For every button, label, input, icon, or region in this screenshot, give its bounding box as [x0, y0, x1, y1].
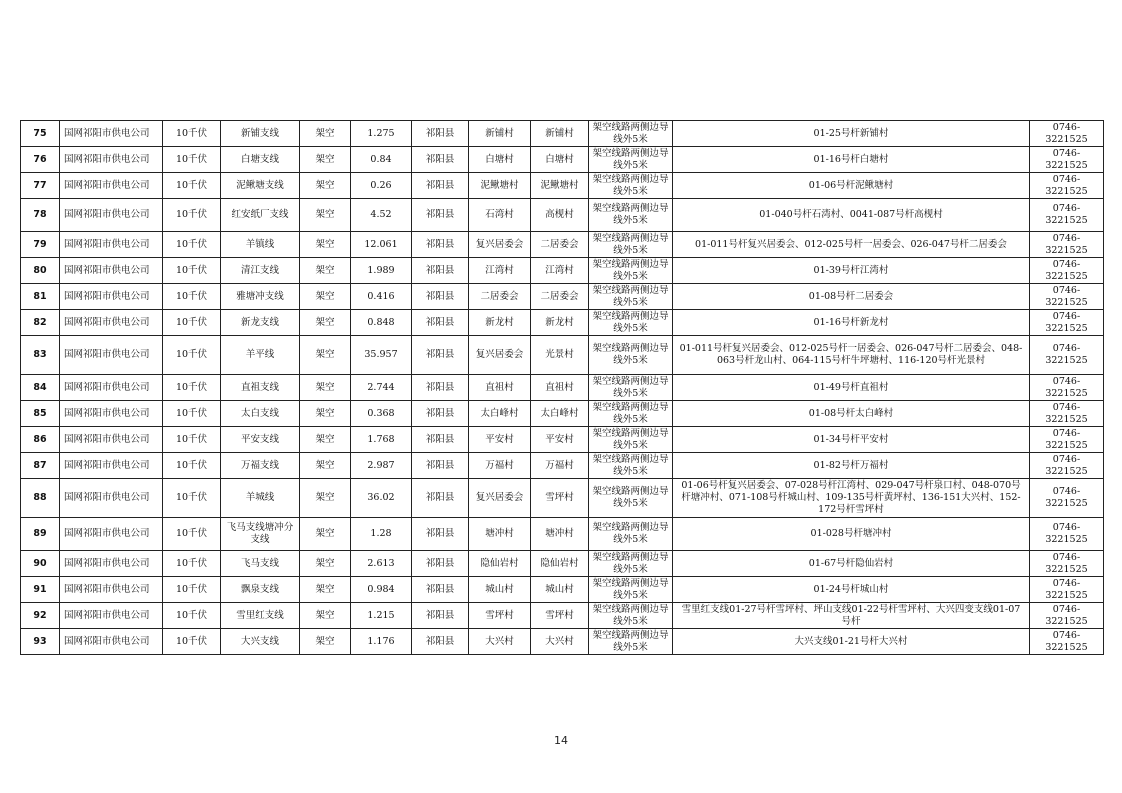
pole-range-cell: 雪里红支线01-27号杆雪坪村、坪山支线01-22号杆雪坪村、大兴四变支线01-07号杆: [673, 603, 1030, 629]
line-type-cell: 架空: [300, 551, 351, 577]
start-village-cell: 塘冲村: [469, 518, 531, 551]
phone-cell: 0746-3221525: [1030, 577, 1104, 603]
company-cell: 国网祁阳市供电公司: [60, 199, 163, 232]
pole-range-cell: 01-08号杆二居委会: [673, 284, 1030, 310]
company-cell: 国网祁阳市供电公司: [60, 551, 163, 577]
line-name-cell: 直祖支线: [221, 375, 300, 401]
start-village-cell: 复兴居委会: [469, 479, 531, 518]
line-name-cell: 白塘支线: [221, 147, 300, 173]
line-name-cell: 雪里红支线: [221, 603, 300, 629]
protection-zone-cell: 架空线路两侧边导线外5米: [589, 603, 673, 629]
length-cell: 0.416: [351, 284, 412, 310]
line-type-cell: 架空: [300, 258, 351, 284]
start-village-cell: 复兴居委会: [469, 336, 531, 375]
voltage-cell: 10千伏: [163, 427, 221, 453]
county-cell: 祁阳县: [412, 629, 469, 655]
length-cell: 2.744: [351, 375, 412, 401]
pole-range-cell: 大兴支线01-21号杆大兴村: [673, 629, 1030, 655]
voltage-cell: 10千伏: [163, 173, 221, 199]
line-name-cell: 平安支线: [221, 427, 300, 453]
end-village-cell: 平安村: [531, 427, 589, 453]
voltage-cell: 10千伏: [163, 147, 221, 173]
start-village-cell: 石湾村: [469, 199, 531, 232]
phone-cell: 0746-3221525: [1030, 518, 1104, 551]
company-cell: 国网祁阳市供电公司: [60, 577, 163, 603]
company-cell: 国网祁阳市供电公司: [60, 453, 163, 479]
phone-cell: 0746-3221525: [1030, 629, 1104, 655]
row-number: 86: [21, 427, 60, 453]
protection-zone-cell: 架空线路两侧边导线外5米: [589, 336, 673, 375]
county-cell: 祁阳县: [412, 284, 469, 310]
end-village-cell: 城山村: [531, 577, 589, 603]
table-row: [21, 427, 1104, 453]
company-cell: 国网祁阳市供电公司: [60, 375, 163, 401]
line-name-cell: 羊镇线: [221, 232, 300, 258]
row-number: 79: [21, 232, 60, 258]
end-village-cell: 新龙村: [531, 310, 589, 336]
length-cell: 1.989: [351, 258, 412, 284]
end-village-cell: 雪坪村: [531, 479, 589, 518]
pole-range-cell: 01-39号杆江湾村: [673, 258, 1030, 284]
table-row: [21, 336, 1104, 375]
line-type-cell: 架空: [300, 453, 351, 479]
length-cell: 0.848: [351, 310, 412, 336]
end-village-cell: 万福村: [531, 453, 589, 479]
start-village-cell: 万福村: [469, 453, 531, 479]
phone-cell: 0746-3221525: [1030, 147, 1104, 173]
length-cell: 4.52: [351, 199, 412, 232]
end-village-cell: 二居委会: [531, 284, 589, 310]
voltage-cell: 10千伏: [163, 232, 221, 258]
power-line-table: [20, 120, 1104, 655]
line-type-cell: 架空: [300, 375, 351, 401]
voltage-cell: 10千伏: [163, 375, 221, 401]
protection-zone-cell: 架空线路两侧边导线外5米: [589, 629, 673, 655]
table-row: [21, 479, 1104, 518]
row-number: 85: [21, 401, 60, 427]
line-name-cell: 飞马支线塘冲分支线: [221, 518, 300, 551]
end-village-cell: 雪坪村: [531, 603, 589, 629]
table-row: [21, 551, 1104, 577]
county-cell: 祁阳县: [412, 199, 469, 232]
length-cell: 0.984: [351, 577, 412, 603]
table-row: [21, 147, 1104, 173]
phone-cell: 0746-3221525: [1030, 173, 1104, 199]
start-village-cell: 城山村: [469, 577, 531, 603]
pole-range-cell: 01-16号杆新龙村: [673, 310, 1030, 336]
protection-zone-cell: 架空线路两侧边导线外5米: [589, 173, 673, 199]
length-cell: 1.215: [351, 603, 412, 629]
pole-range-cell: 01-040号杆石湾村、0041-087号杆高枧村: [673, 199, 1030, 232]
protection-zone-cell: 架空线路两侧边导线外5米: [589, 284, 673, 310]
end-village-cell: 塘冲村: [531, 518, 589, 551]
length-cell: 2.987: [351, 453, 412, 479]
start-village-cell: 雪坪村: [469, 603, 531, 629]
length-cell: 0.84: [351, 147, 412, 173]
length-cell: 2.613: [351, 551, 412, 577]
phone-cell: 0746-3221525: [1030, 427, 1104, 453]
company-cell: 国网祁阳市供电公司: [60, 284, 163, 310]
voltage-cell: 10千伏: [163, 603, 221, 629]
protection-zone-cell: 架空线路两侧边导线外5米: [589, 479, 673, 518]
table-body: [21, 121, 1104, 655]
pole-range-cell: 01-06号杆泥鳅塘村: [673, 173, 1030, 199]
length-cell: 0.26: [351, 173, 412, 199]
end-village-cell: 泥鳅塘村: [531, 173, 589, 199]
row-number: 76: [21, 147, 60, 173]
length-cell: 12.061: [351, 232, 412, 258]
end-village-cell: 二居委会: [531, 232, 589, 258]
protection-zone-cell: 架空线路两侧边导线外5米: [589, 401, 673, 427]
length-cell: 35.957: [351, 336, 412, 375]
phone-cell: 0746-3221525: [1030, 401, 1104, 427]
line-name-cell: 羊城线: [221, 479, 300, 518]
end-village-cell: 隐仙岩村: [531, 551, 589, 577]
county-cell: 祁阳县: [412, 551, 469, 577]
pole-range-cell: 01-08号杆太白峰村: [673, 401, 1030, 427]
line-name-cell: 新龙支线: [221, 310, 300, 336]
start-village-cell: 泥鳅塘村: [469, 173, 531, 199]
table-row: [21, 453, 1104, 479]
row-number: 93: [21, 629, 60, 655]
pole-range-cell: 01-67号杆隐仙岩村: [673, 551, 1030, 577]
pole-range-cell: 01-34号杆平安村: [673, 427, 1030, 453]
line-name-cell: 羊平线: [221, 336, 300, 375]
phone-cell: 0746-3221525: [1030, 284, 1104, 310]
line-type-cell: 架空: [300, 479, 351, 518]
protection-zone-cell: 架空线路两侧边导线外5米: [589, 258, 673, 284]
row-number: 78: [21, 199, 60, 232]
pole-range-cell: 01-49号杆直祖村: [673, 375, 1030, 401]
voltage-cell: 10千伏: [163, 284, 221, 310]
start-village-cell: 复兴居委会: [469, 232, 531, 258]
row-number: 75: [21, 121, 60, 147]
voltage-cell: 10千伏: [163, 453, 221, 479]
pole-range-cell: 01-011号杆复兴居委会、012-025号杆一居委会、026-047号杆二居委会: [673, 232, 1030, 258]
end-village-cell: 高枧村: [531, 199, 589, 232]
row-number: 92: [21, 603, 60, 629]
line-type-cell: 架空: [300, 518, 351, 551]
table-row: [21, 199, 1104, 232]
length-cell: 1.768: [351, 427, 412, 453]
table-row: [21, 375, 1104, 401]
end-village-cell: 新铺村: [531, 121, 589, 147]
county-cell: 祁阳县: [412, 336, 469, 375]
line-type-cell: 架空: [300, 232, 351, 258]
phone-cell: 0746-3221525: [1030, 375, 1104, 401]
end-village-cell: 大兴村: [531, 629, 589, 655]
start-village-cell: 新铺村: [469, 121, 531, 147]
table-row: [21, 284, 1104, 310]
county-cell: 祁阳县: [412, 232, 469, 258]
protection-zone-cell: 架空线路两侧边导线外5米: [589, 121, 673, 147]
county-cell: 祁阳县: [412, 453, 469, 479]
line-type-cell: 架空: [300, 147, 351, 173]
start-village-cell: 平安村: [469, 427, 531, 453]
county-cell: 祁阳县: [412, 147, 469, 173]
line-name-cell: 新铺支线: [221, 121, 300, 147]
protection-zone-cell: 架空线路两侧边导线外5米: [589, 453, 673, 479]
pole-range-cell: 01-06号杆复兴居委会、07-028号杆江湾村、029-047号杆泉口村、048-070号杆塘冲村、071-108号杆城山村、109-135号杆黄坪村、136-151大兴村、152-172号杆雪坪村: [673, 479, 1030, 518]
line-type-cell: 架空: [300, 629, 351, 655]
line-type-cell: 架空: [300, 427, 351, 453]
company-cell: 国网祁阳市供电公司: [60, 336, 163, 375]
row-number: 77: [21, 173, 60, 199]
company-cell: 国网祁阳市供电公司: [60, 121, 163, 147]
line-type-cell: 架空: [300, 310, 351, 336]
line-name-cell: 飞马支线: [221, 551, 300, 577]
row-number: 83: [21, 336, 60, 375]
table-row: [21, 121, 1104, 147]
table-row: [21, 603, 1104, 629]
phone-cell: 0746-3221525: [1030, 199, 1104, 232]
company-cell: 国网祁阳市供电公司: [60, 518, 163, 551]
length-cell: 36.02: [351, 479, 412, 518]
line-type-cell: 架空: [300, 173, 351, 199]
length-cell: 0.368: [351, 401, 412, 427]
phone-cell: 0746-3221525: [1030, 479, 1104, 518]
protection-zone-cell: 架空线路两侧边导线外5米: [589, 427, 673, 453]
company-cell: 国网祁阳市供电公司: [60, 310, 163, 336]
start-village-cell: 江湾村: [469, 258, 531, 284]
start-village-cell: 二居委会: [469, 284, 531, 310]
phone-cell: 0746-3221525: [1030, 551, 1104, 577]
county-cell: 祁阳县: [412, 603, 469, 629]
county-cell: 祁阳县: [412, 310, 469, 336]
phone-cell: 0746-3221525: [1030, 121, 1104, 147]
voltage-cell: 10千伏: [163, 336, 221, 375]
pole-range-cell: 01-25号杆新铺村: [673, 121, 1030, 147]
company-cell: 国网祁阳市供电公司: [60, 603, 163, 629]
start-village-cell: 直祖村: [469, 375, 531, 401]
line-name-cell: 红安纸厂支线: [221, 199, 300, 232]
table-row: [21, 258, 1104, 284]
voltage-cell: 10千伏: [163, 258, 221, 284]
line-name-cell: 泥鳅塘支线: [221, 173, 300, 199]
table-row: [21, 401, 1104, 427]
protection-zone-cell: 架空线路两侧边导线外5米: [589, 577, 673, 603]
pole-range-cell: 01-028号杆塘冲村: [673, 518, 1030, 551]
company-cell: 国网祁阳市供电公司: [60, 147, 163, 173]
line-type-cell: 架空: [300, 284, 351, 310]
pole-range-cell: 01-24号杆城山村: [673, 577, 1030, 603]
line-type-cell: 架空: [300, 199, 351, 232]
end-village-cell: 直祖村: [531, 375, 589, 401]
line-type-cell: 架空: [300, 121, 351, 147]
county-cell: 祁阳县: [412, 427, 469, 453]
phone-cell: 0746-3221525: [1030, 453, 1104, 479]
pole-range-cell: 01-82号杆万福村: [673, 453, 1030, 479]
page-number: 14: [554, 734, 568, 747]
table-row: [21, 232, 1104, 258]
line-name-cell: 太白支线: [221, 401, 300, 427]
protection-zone-cell: 架空线路两侧边导线外5米: [589, 147, 673, 173]
line-name-cell: 清江支线: [221, 258, 300, 284]
row-number: 88: [21, 479, 60, 518]
table-row: [21, 173, 1104, 199]
company-cell: 国网祁阳市供电公司: [60, 427, 163, 453]
start-village-cell: 隐仙岩村: [469, 551, 531, 577]
voltage-cell: 10千伏: [163, 310, 221, 336]
voltage-cell: 10千伏: [163, 401, 221, 427]
phone-cell: 0746-3221525: [1030, 258, 1104, 284]
table-row: [21, 629, 1104, 655]
line-type-cell: 架空: [300, 577, 351, 603]
end-village-cell: 江湾村: [531, 258, 589, 284]
pole-range-cell: 01-16号杆白塘村: [673, 147, 1030, 173]
row-number: 80: [21, 258, 60, 284]
row-number: 91: [21, 577, 60, 603]
company-cell: 国网祁阳市供电公司: [60, 173, 163, 199]
company-cell: 国网祁阳市供电公司: [60, 258, 163, 284]
length-cell: 1.176: [351, 629, 412, 655]
line-type-cell: 架空: [300, 603, 351, 629]
length-cell: 1.28: [351, 518, 412, 551]
county-cell: 祁阳县: [412, 375, 469, 401]
county-cell: 祁阳县: [412, 518, 469, 551]
company-cell: 国网祁阳市供电公司: [60, 232, 163, 258]
county-cell: 祁阳县: [412, 401, 469, 427]
line-name-cell: 飘泉支线: [221, 577, 300, 603]
start-village-cell: 大兴村: [469, 629, 531, 655]
protection-zone-cell: 架空线路两侧边导线外5米: [589, 375, 673, 401]
end-village-cell: 太白峰村: [531, 401, 589, 427]
county-cell: 祁阳县: [412, 173, 469, 199]
length-cell: 1.275: [351, 121, 412, 147]
county-cell: 祁阳县: [412, 121, 469, 147]
table-row: [21, 310, 1104, 336]
phone-cell: 0746-3221525: [1030, 603, 1104, 629]
voltage-cell: 10千伏: [163, 479, 221, 518]
protection-zone-cell: 架空线路两侧边导线外5米: [589, 551, 673, 577]
row-number: 90: [21, 551, 60, 577]
line-type-cell: 架空: [300, 336, 351, 375]
phone-cell: 0746-3221525: [1030, 310, 1104, 336]
protection-zone-cell: 架空线路两侧边导线外5米: [589, 199, 673, 232]
voltage-cell: 10千伏: [163, 121, 221, 147]
county-cell: 祁阳县: [412, 479, 469, 518]
company-cell: 国网祁阳市供电公司: [60, 629, 163, 655]
protection-zone-cell: 架空线路两侧边导线外5米: [589, 310, 673, 336]
county-cell: 祁阳县: [412, 577, 469, 603]
line-name-cell: 万福支线: [221, 453, 300, 479]
voltage-cell: 10千伏: [163, 577, 221, 603]
protection-zone-cell: 架空线路两侧边导线外5米: [589, 518, 673, 551]
end-village-cell: 光景村: [531, 336, 589, 375]
row-number: 89: [21, 518, 60, 551]
company-cell: 国网祁阳市供电公司: [60, 479, 163, 518]
end-village-cell: 白塘村: [531, 147, 589, 173]
start-village-cell: 太白峰村: [469, 401, 531, 427]
protection-zone-cell: 架空线路两侧边导线外5米: [589, 232, 673, 258]
row-number: 81: [21, 284, 60, 310]
table-row: [21, 577, 1104, 603]
start-village-cell: 新龙村: [469, 310, 531, 336]
voltage-cell: 10千伏: [163, 551, 221, 577]
row-number: 87: [21, 453, 60, 479]
start-village-cell: 白塘村: [469, 147, 531, 173]
pole-range-cell: 01-011号杆复兴居委会、012-025号杆一居委会、026-047号杆二居委会、048-063号杆龙山村、064-115号杆牛坪塘村、116-120号杆光景村: [673, 336, 1030, 375]
voltage-cell: 10千伏: [163, 629, 221, 655]
table-row: [21, 518, 1104, 551]
voltage-cell: 10千伏: [163, 518, 221, 551]
row-number: 84: [21, 375, 60, 401]
phone-cell: 0746-3221525: [1030, 336, 1104, 375]
line-type-cell: 架空: [300, 401, 351, 427]
line-name-cell: 大兴支线: [221, 629, 300, 655]
phone-cell: 0746-3221525: [1030, 232, 1104, 258]
row-number: 82: [21, 310, 60, 336]
voltage-cell: 10千伏: [163, 199, 221, 232]
line-name-cell: 雅塘冲支线: [221, 284, 300, 310]
county-cell: 祁阳县: [412, 258, 469, 284]
company-cell: 国网祁阳市供电公司: [60, 401, 163, 427]
